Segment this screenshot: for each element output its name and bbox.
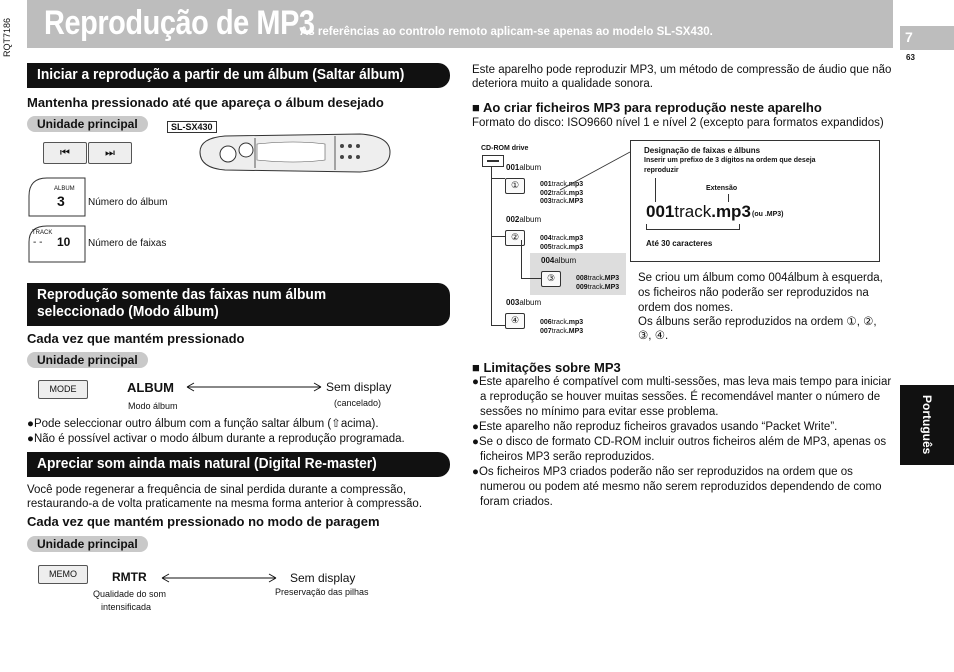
section2-bullet1: ●Pode seleccionar outro álbum com a função saltar álbum (⇧acima). xyxy=(27,418,379,430)
document-code: RQT7186 xyxy=(2,18,12,58)
section3-title: Apreciar som ainda mais natural (Digital Re-master) xyxy=(37,455,377,472)
album-mode-caption: Modo álbum xyxy=(128,401,178,411)
section2-title-line2: seleccionado (Modo álbum) xyxy=(37,303,219,320)
note-line4: Os álbuns serão reproduzidos na ordem ①, ②, xyxy=(638,316,877,328)
track-caption: Número de faixas xyxy=(88,238,167,249)
intro-line1: Este aparelho pode reproduzir MP3, um método de compressão de áudio que não xyxy=(472,64,892,76)
album-icon-label: ALBUM xyxy=(54,186,75,192)
callout-title: Designação de faixas e álbuns xyxy=(644,146,761,155)
section1-unit-label: Unidade principal xyxy=(27,116,148,132)
album-folder: ① xyxy=(505,178,525,194)
section1-instruction: Mantenha pressionado até que apareça o álbum desejado xyxy=(27,95,384,110)
section3-header xyxy=(27,452,450,477)
album-001-label xyxy=(506,163,541,172)
rmtr-display: RMTR xyxy=(112,570,147,584)
section3-unit-label: Unidade principal xyxy=(27,536,148,552)
section2-unit-label: Unidade principal xyxy=(27,352,148,368)
page-subtitle: As referências ao controlo remoto aplicam-se apenas ao modelo SL-SX430. xyxy=(300,26,713,38)
album-001-num: 001 xyxy=(506,163,520,172)
callout-ext-label: Extensão xyxy=(706,185,738,192)
list-item: ●Este aparelho não reproduz ficheiros gravados usando “Packet Write”. xyxy=(472,421,838,433)
tree-branch xyxy=(491,236,505,237)
callout-line2: reproduzir xyxy=(644,167,679,174)
album-001-word: album xyxy=(519,163,542,172)
limits-list xyxy=(472,375,892,510)
section2-instruction: Cada vez que mantém pressionado xyxy=(27,331,245,346)
create-heading: ■ Ao criar ficheiros MP3 para reprodução neste aparelho xyxy=(472,100,822,115)
limits-heading: ■ Limitações sobre MP3 xyxy=(472,360,621,375)
list-item: ●Se o disco de formato CD-ROM incluir outros ficheiros além de MP3, apenas os ficheiros MP3 serão reproduzidos. xyxy=(472,436,887,463)
album-003-label: 003album xyxy=(506,298,542,307)
callout-pointer-icon xyxy=(560,140,640,200)
cdrom-drive-label: CD-ROM drive xyxy=(481,145,529,152)
album-004-tracks xyxy=(576,275,619,292)
note-line5: ③, ④. xyxy=(638,330,669,342)
section3-caption-line1: Qualidade do som xyxy=(93,589,167,599)
note-line2: os ficheiros não poderão ser reproduzidos na xyxy=(638,287,869,299)
page-sub-number: 63 xyxy=(906,53,915,62)
album-number-display: 3 xyxy=(57,193,65,209)
section2-bullet2: ●Não é possível activar o modo álbum durante a reprodução programada. xyxy=(27,433,405,445)
tree-trunk xyxy=(491,166,492,326)
album-mode-display: ALBUM xyxy=(127,380,174,395)
callout-alt-ext: (ou .MP3) xyxy=(752,211,784,218)
track-row: 008track.MP3 xyxy=(576,275,620,282)
album-caption: Número do álbum xyxy=(88,197,168,208)
remote-control-icon xyxy=(195,130,395,175)
section2-cancelled: (cancelado) xyxy=(334,398,382,408)
tree-branch xyxy=(491,178,505,179)
track-row: 003track.MP3 xyxy=(540,198,584,205)
skip-back-icon: ⏮ xyxy=(60,147,70,159)
section2-title-line1: Reprodução somente das faixas num álbum xyxy=(37,286,327,303)
section3-battery-save: Preservação das pilhas xyxy=(275,587,369,597)
track-row: 004track.mp3 xyxy=(540,235,584,242)
memo-button[interactable]: MEMO xyxy=(38,565,88,584)
mode-button[interactable]: MODE xyxy=(38,380,88,399)
album-folder: ③ xyxy=(541,271,561,287)
disc-format: Formato do disco: ISO9660 nível 1 e nível 2 (excepto para formatos expandidos) xyxy=(472,117,884,129)
album-002-tracks xyxy=(540,235,583,252)
album-002-label: 002album xyxy=(506,215,542,224)
callout-limit: Até 30 caracteres xyxy=(646,239,713,248)
section3-para-line2: restaurando-a de volta praticamente na mesma forma anterior à compressão. xyxy=(27,498,423,510)
track-row: 002track.mp3 xyxy=(540,189,584,197)
track-row: 009track.MP3 xyxy=(576,283,620,291)
skip-forward-button[interactable] xyxy=(88,142,132,164)
album-folder: ④ xyxy=(505,313,525,329)
album-004-label: 004album xyxy=(541,256,577,265)
intro-line2: deteriora muito a qualidade sonora. xyxy=(472,78,653,90)
section3-para-line1: Você pode regenerar a frequência de sinal perdida durante a compressão, xyxy=(27,484,407,496)
callout-tick xyxy=(728,194,729,202)
section2-no-display: Sem display xyxy=(326,380,392,394)
callout-tick xyxy=(655,178,656,202)
skip-forward-icon: ⏭ xyxy=(105,147,115,159)
section3-caption-line2: intensificada xyxy=(101,602,152,612)
track-row: 001track.mp3 xyxy=(540,181,584,188)
album-folder: ② xyxy=(505,230,525,246)
language-tab-label: Português xyxy=(920,395,934,455)
tree-branch xyxy=(521,278,541,279)
list-item: ●Este aparelho é compatível com multi-sessões, mas leva mais tempo para iniciar a reprodução se houver muitas sessões. É recomendável manter o número de sessões no mínimo para evitar esse problema. xyxy=(472,376,892,418)
model-label: SL-SX430 xyxy=(167,121,217,133)
skip-back-button[interactable] xyxy=(43,142,87,164)
callout-example: 001track.mp3 xyxy=(646,202,751,221)
toggle-arrow-icon xyxy=(185,381,325,393)
tree-branch xyxy=(491,325,505,326)
list-item: ●Os ficheiros MP3 criados poderão não ser reproduzidos na ordem que os numerou ou podem até mesmo não serem reproduzidos dependendo de como foram criados. xyxy=(472,466,882,508)
page-number: 7 xyxy=(905,29,913,45)
callout-line1: Inserir um prefixo de 3 dígitos na ordem que deseja xyxy=(644,157,816,164)
section3-no-display: Sem display xyxy=(290,571,356,585)
section3-instruction: Cada vez que mantém pressionado no modo de paragem xyxy=(27,514,380,529)
album-003-tracks xyxy=(540,319,583,336)
track-icon-label: TRACK xyxy=(32,230,53,236)
note-line3: ordem dos nomes. xyxy=(638,302,734,314)
tree-sub-trunk xyxy=(521,240,522,278)
page-title: Reprodução de MP3 xyxy=(44,4,315,42)
section1-title: Iniciar a reprodução a partir de um álbum (Saltar álbum) xyxy=(37,66,405,83)
cdrom-drive-icon xyxy=(482,155,504,167)
track-number-display: 10 xyxy=(57,235,71,249)
note-line1: Se criou um álbum como 004álbum à esquerda, xyxy=(638,272,883,284)
section1-header xyxy=(27,63,450,88)
track-dashes: - - xyxy=(33,237,43,248)
track-row: 007track.MP3 xyxy=(540,327,584,335)
toggle-arrow-icon-2 xyxy=(160,572,280,584)
track-row: 005track.mp3 xyxy=(540,243,584,251)
track-row: 006track.mp3 xyxy=(540,319,584,326)
callout-bracket xyxy=(646,224,740,230)
section2-header xyxy=(27,283,450,326)
